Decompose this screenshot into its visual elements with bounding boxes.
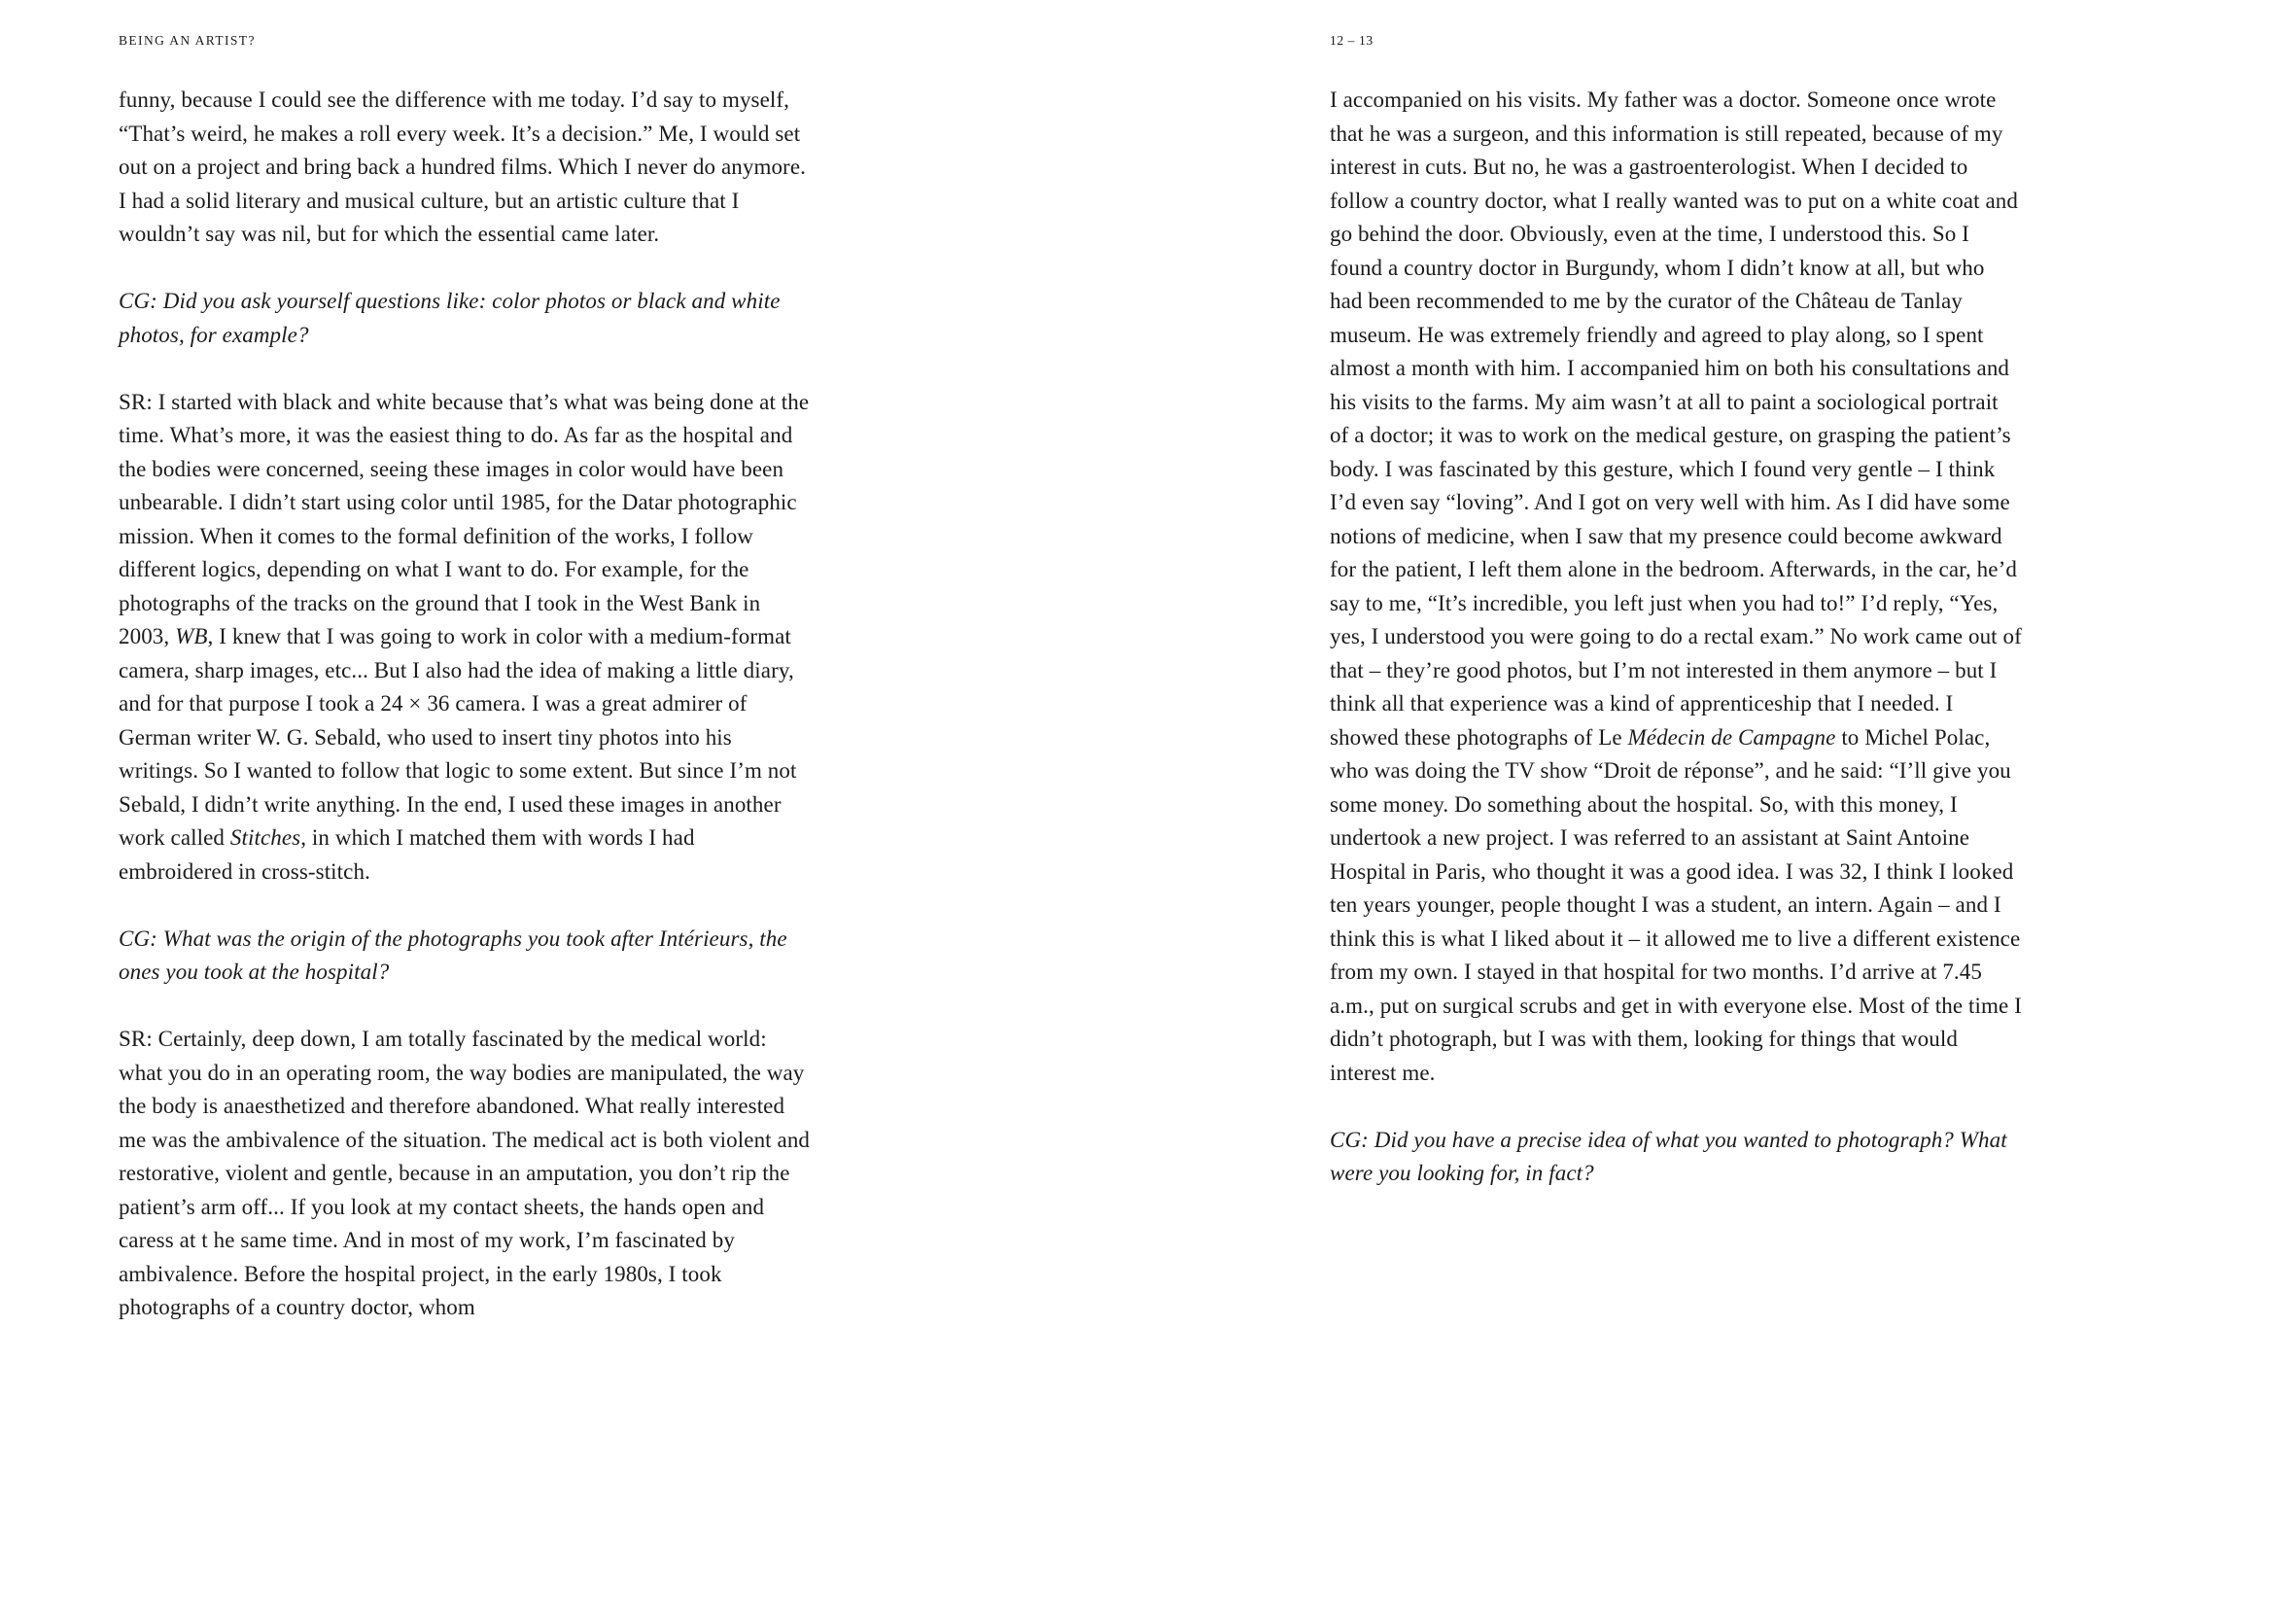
- text-run: funny, because I could see the difference with me today. I’d say to myself, “That’s weird, he makes a roll every week. It’s a decision.” Me, I would set out on a project and bring back a hundred films. Which I never do anymore. I had a solid literary and musical culture, but an artistic culture that I wouldn’t say was nil, but for which the essential came later.: [119, 87, 806, 246]
- text-run: , I knew that I was going to work in color with a medium-format camera, sharp images, etc... But I also had the idea of making a little diary, and for that purpose I took a 24 × 36 camera. I was a great admirer of German writer W. G. Sebald, who used to insert tiny photos into his writings. So I wanted to follow that logic to some extent. But since I’m not Sebald, I didn’t write anything. In the end, I used these images in another work called: [119, 624, 797, 850]
- left-page-column: [119, 0, 811, 1325]
- interview-answer: [119, 84, 811, 252]
- right-page-column: [1330, 0, 2022, 1191]
- interview-answer: [119, 386, 811, 890]
- italic-text-run: Médecin de Campagne: [1627, 724, 1836, 750]
- italic-text-run: CG: Did you have a precise idea of what you wanted to photograph? What were you looking for, in fact?: [1330, 1127, 2007, 1185]
- left-text-body: [119, 84, 811, 1325]
- italic-text-run: Stitches: [229, 825, 301, 850]
- italic-text-run: CG: Did you ask yourself questions like: color photos or black and white photos, for example?: [119, 289, 781, 347]
- text-run: to Michel Polac, who was doing the TV show “Droit de réponse”, and he said: “I’ll give you some money. Do something about the hospital. So, with this money, I undertook a new project. I was referred to an assistant at Saint Antoine Hospital in Paris, who thought it was a good idea. I was 32, I think I looked ten years younger, people thought I was a student, an intern. Again – and I think this is what I liked about it – it allowed me to live a different existence from my own. I stayed in that hospital for two months. I’d arrive at 7.45 a.m., put on surgical scrubs and get in with everyone else. Most of the time I didn’t photograph, but I was with them, looking for things that would interest me.: [1330, 724, 2022, 1085]
- right-text-body: [1330, 84, 2022, 1191]
- running-head-page-numbers: 12 – 13: [1330, 33, 1374, 48]
- text-run: SR: I started with black and white because that’s what was being done at the time. What’s more, it was the easiest thing to do. As far as the hospital and the bodies were concerned, seeing these images in color would have been unbearable. I didn’t start using color until 1985, for the Datar photographic mission. When it comes to the formal definition of the works, I follow different logics, depending on what I want to do. For example, for the photographs of the tracks on the ground that I took in the West Bank in 2003,: [119, 389, 810, 648]
- text-run: I accompanied on his visits. My father was a doctor. Someone once wrote that he was a surgeon, and this information is still repeated, because of my interest in cuts. But no, he was a gastroenterologist. When I decided to follow a country doctor, what I really wanted was to put on a white coat and go behind the door. Obviously, even at the time, I understood this. So I found a country doctor in Burgundy, whom I didn’t know at all, but who had been recommended to me by the curator of the Château de Tanlay museum. He was extremely friendly and agreed to play along, so I spent almost a month with him. I accompanied him on both his consultations and his visits to the farms. My aim wasn’t at all to paint a sociological portrait of a doctor; it was to work on the medical gesture, on grasping the patient’s body. I was fascinated by this gesture, which I found very gentle – I think I’d even say “loving”. And I got on very well with him. As I did have some notions of medicine, when I saw that my presence could become awkward for the patient, I left them alone in the bedroom. Afterwards, in the car, he’d say to me, “It’s incredible, you left just when you had to!” I’d reply, “Yes, yes, I understood you were going to do a rectal exam.” No work came out of that – they’re good photos, but I’m not interested in them anymore – but I think all that experience was a kind of apprenticeship that I needed. I showed these photographs of Le: [1330, 87, 2022, 750]
- interview-question: [1330, 1124, 2022, 1191]
- italic-text-run: WB: [175, 624, 208, 648]
- text-run: , in which I matched them with words I had embroidered in cross-stitch.: [119, 825, 695, 884]
- running-head-title: BEING AN ARTIST?: [119, 33, 256, 48]
- text-run: SR: Certainly, deep down, I am totally fascinated by the medical world: what you do in an operating room, the way bodies are manipulated, the way the body is anaesthetized and therefore abandoned. What really interested me was the ambivalence of the situation. The medical act is both violent and restorative, violent and gentle, because in an amputation, you don’t rip the patient’s arm off... If you look at my contact sheets, the hands open and caress at t he same time. And in most of my work, I’m fascinated by ambivalence. Before the hospital project, in the early 1980s, I took photographs of a country doctor, whom: [119, 1027, 811, 1319]
- interview-question: [119, 923, 811, 990]
- interview-answer: [119, 1023, 811, 1325]
- interview-question: [119, 285, 811, 352]
- italic-text-run: CG: What was the origin of the photographs you took after Intérieurs, the ones you took at the hospital?: [119, 926, 787, 984]
- interview-answer: [1330, 84, 2022, 1090]
